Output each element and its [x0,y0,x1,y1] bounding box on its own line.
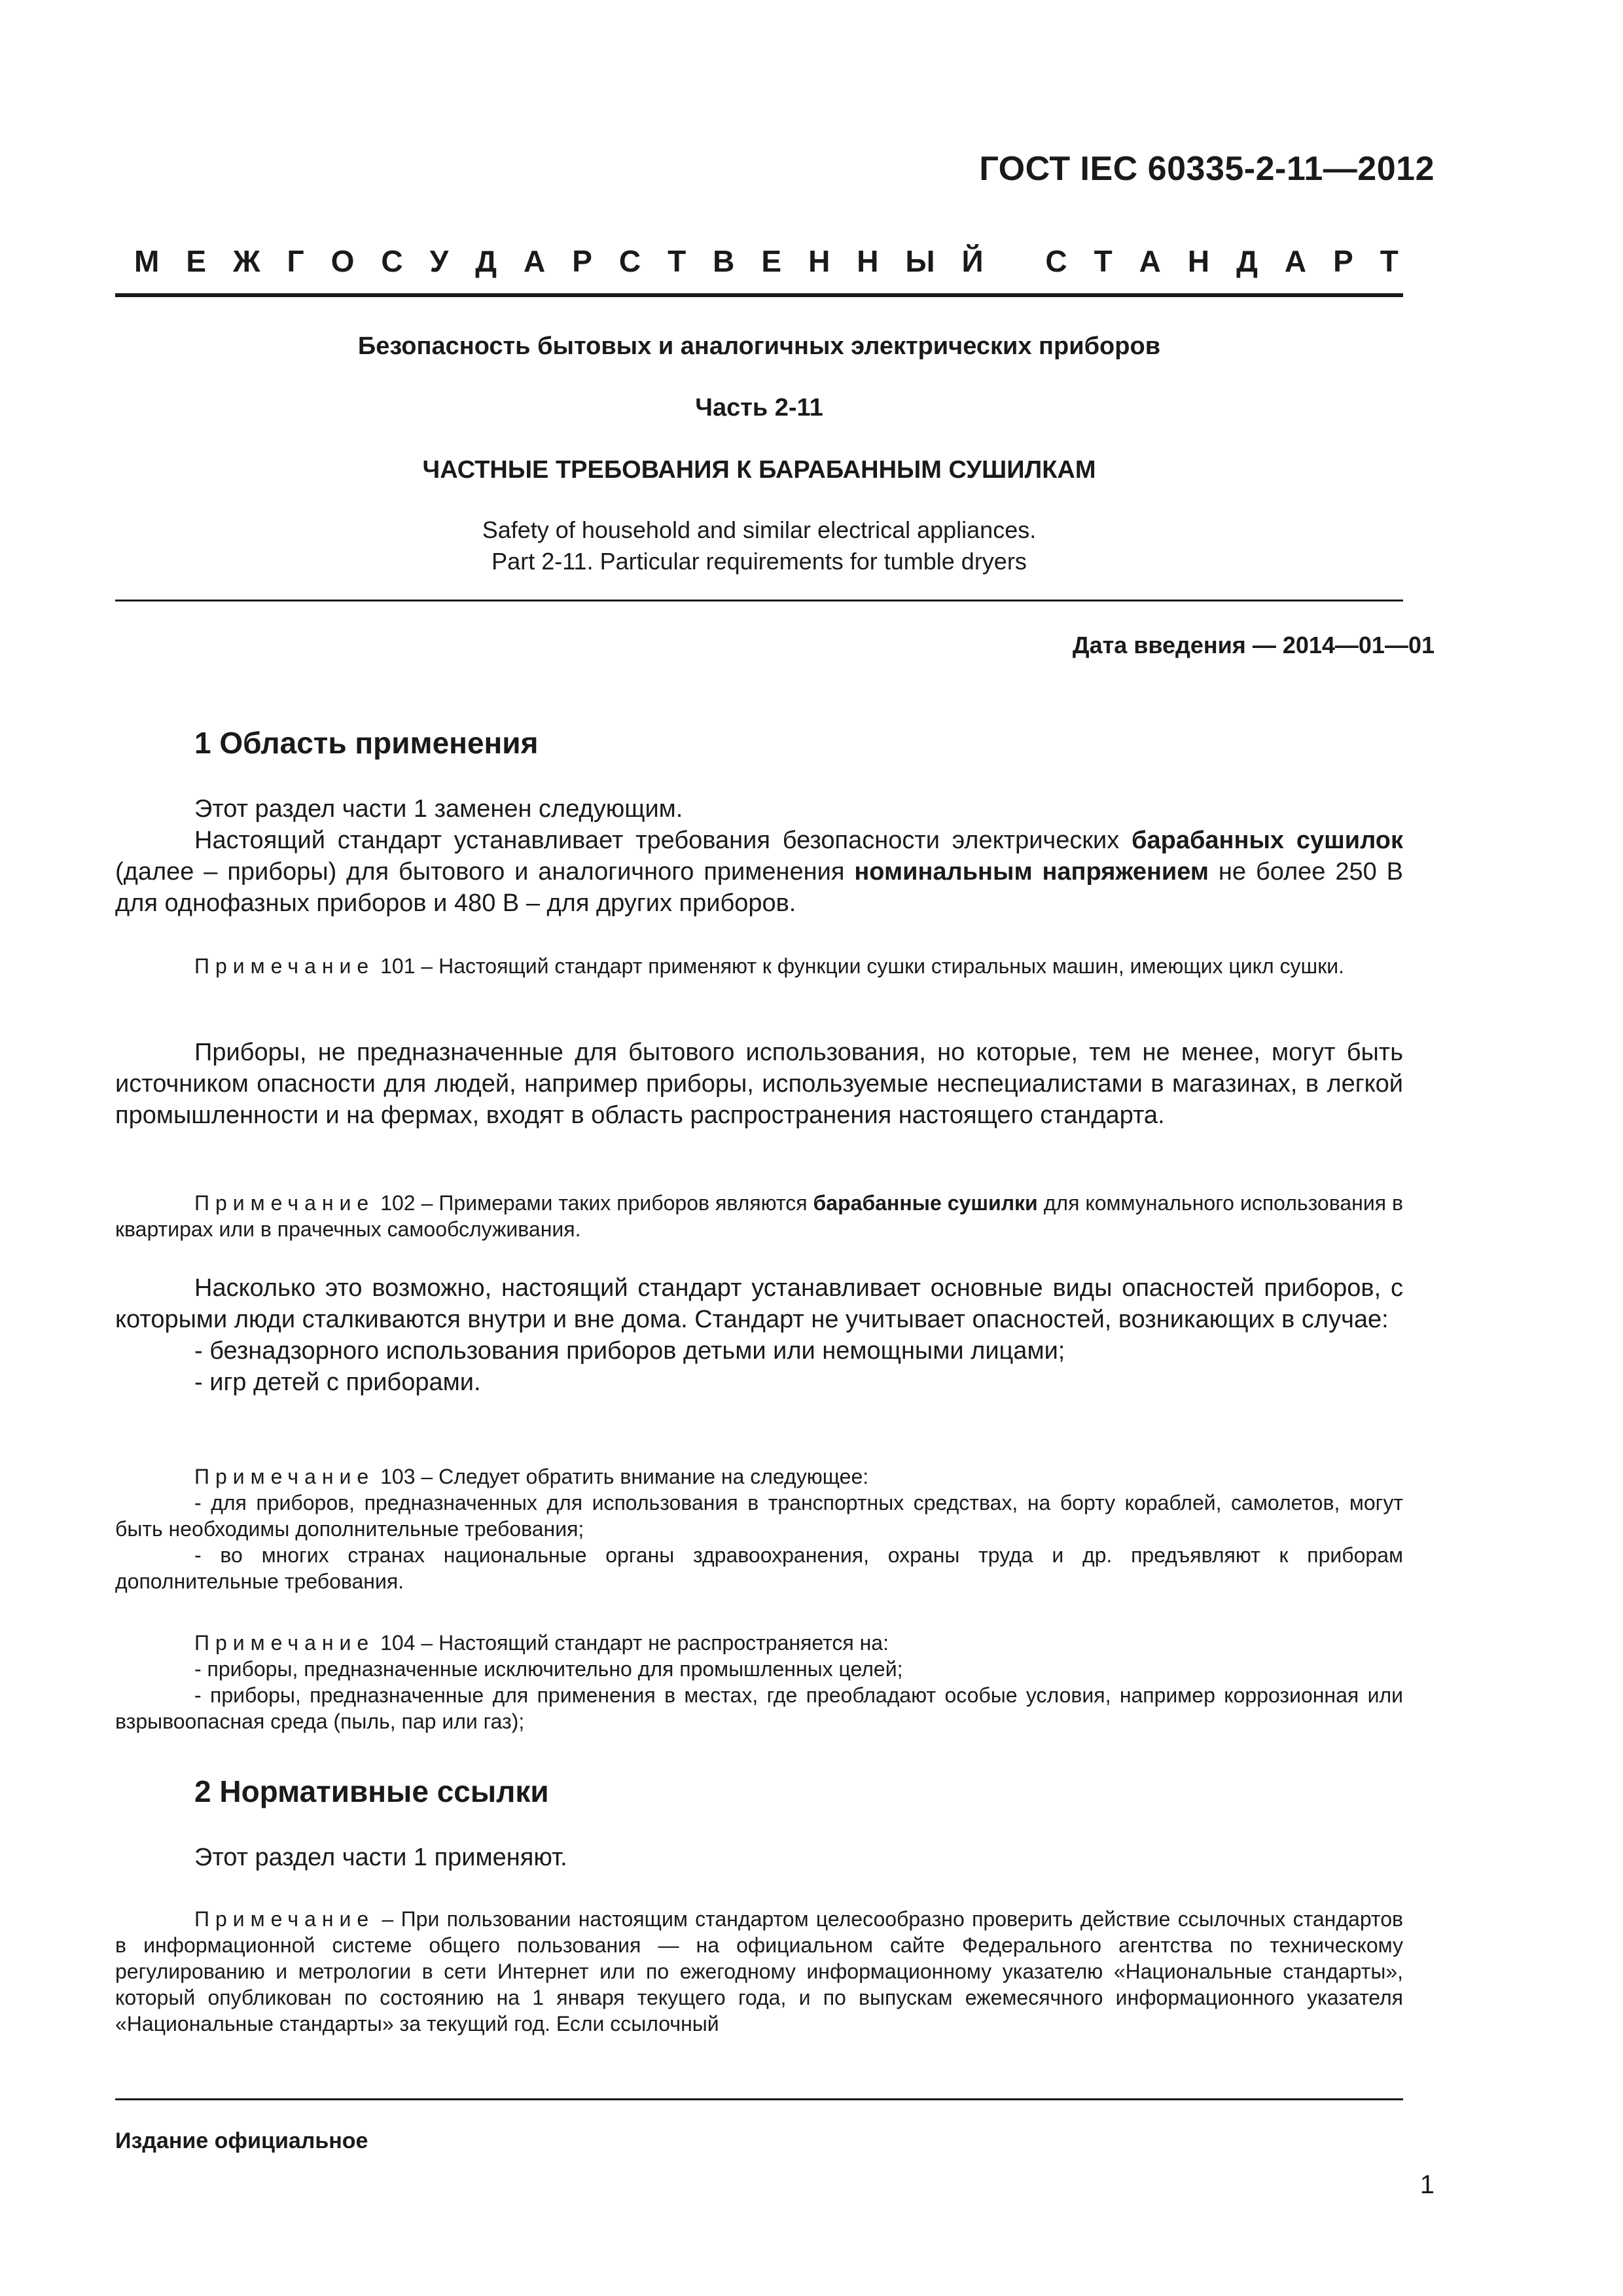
interstate-word-gap [1010,243,1019,279]
note-102 [115,1190,1403,1242]
title-main: Безопасность бытовых и аналогичных электрических приборов [357,332,1161,360]
interstate-word-1-letter: В [713,244,735,278]
p2-term-rated-voltage: номинальным напряжением [854,858,1209,886]
p2-text-a: Настоящий стандарт устанавливает требования безопасности электрических [194,827,1132,854]
introduction-date-value: 2014—01—01 [1282,632,1435,658]
interstate-word-1-letter: Р [572,244,592,278]
header-rule [115,293,1403,297]
interstate-word-2-letter: С [1045,244,1067,278]
title-english [115,514,1403,577]
title-english-line-2: Part 2-11. Particular requirements for tumble dryers [491,548,1027,575]
section-1-paragraph-2 [115,825,1403,919]
note-103-item-2: - во многих странах национальные органы здравоохранения, охраны труда и др. предъявляют к приборам дополнительные требования. [115,1543,1403,1593]
note-101-text: 101 – Настоящий стандарт применяют к функции сушки стиральных машин, имеющих цикл сушки. [374,954,1344,978]
section-1-body [115,793,1403,919]
note-104 [115,1630,1403,1734]
introduction-date-label: Дата введения [1072,632,1246,658]
interstate-word-2-letter: Т [1380,244,1399,278]
section-2-paragraph-1: Этот раздел части 1 применяют. [194,1844,567,1871]
section-2-note [115,1906,1403,2037]
section-1-paragraph-3: Приборы, не предназначенные для бытового использования, но которые, тем не менее, могут быть источником опасности для людей, например приборы, используемые неспециалистами в магазинах, в легкой промышленности и на фермах, входят в область распространения настоящего стандарта. [115,1039,1403,1129]
interstate-word-2-letter: А [1284,244,1307,278]
title-rule [115,600,1403,601]
hazard-list-item-2: - игр детей с приборами. [194,1369,481,1396]
note-103-item-1: - для приборов, предназначенных для использования в транспортных средствах, на борту кораблей, самолетов, могут быть необходимы дополнительные требования; [115,1491,1403,1541]
interstate-word-1-letter: Й [961,244,984,278]
interstate-word-1-letter: М [134,244,160,278]
document-designation: ГОСТ IEC 60335-2-11—2012 [979,150,1435,188]
interstate-word-2-letter: Т [1094,244,1113,278]
interstate-word-1-letter: Ж [232,244,260,278]
interstate-word-1-letter: Н [808,244,830,278]
footer-rule [115,2098,1403,2100]
note-104-label: Примечание [194,1631,375,1655]
title-subtitle: ЧАСТНЫЕ ТРЕБОВАНИЯ К БАРАБАННЫМ СУШИЛКАМ [422,456,1096,484]
interstate-word-1-letter: С [618,244,641,278]
note-104-item-1: - приборы, предназначенные исключительно для промышленных целей; [194,1657,903,1681]
interstate-word-1-letter: Т [668,244,687,278]
note-103-label: Примечание [194,1465,375,1488]
section-1-paragraph-4-block [115,1272,1403,1398]
section-1-paragraph-4: Насколько это возможно, настоящий стандарт устанавливает основные виды опасностей приборов, с которыми люди сталкиваются внутри и вне дома. Стандарт не учитывает опасностей, возникающих в случае: [115,1274,1403,1333]
note-102-text-c: для коммунального использования в квартирах или в прачечных самообслуживания. [115,1191,1404,1241]
section-2-note-label: Примечание [194,1907,375,1931]
introduction-date [1073,632,1435,659]
interstate-word-1-letter: Н [857,244,879,278]
section-1-paragraph-1: Этот раздел части 1 заменен следующим. [194,795,683,823]
p2-text-e: не более 250 В для однофазных приборов и 480 В – для других приборов. [115,858,1403,917]
note-103-text: 103 – Следует обратить внимание на следующее: [374,1465,869,1488]
interstate-word-2-letter: А [1139,244,1161,278]
section-1-heading: 1 Область применения [194,726,539,760]
note-101 [115,953,1403,979]
hazard-list-item-1: - безнадзорного использования приборов детьми или немощными лицами; [194,1337,1065,1365]
interstate-word-1-letter: О [330,244,355,278]
official-edition-label: Издание официальное [115,2128,368,2153]
note-102-label: Примечание [194,1191,375,1215]
section-2-note-text: – При пользовании настоящим стандартом целесообразно проверить действие ссылочных стандартов в информационной системе общего пользования — на официальном сайте Федерального агентства по техническому регулированию и метрологии в сети Интернет или по ежегодному информационному указателю «Национальные стандарты», который опубликован по состоянию на 1 января текущего года, и по выпускам ежемесячного информационного указателя «Национальные стандарты» за текущий год. Если ссылочный [115,1907,1403,2036]
interstate-word-1-letter: Ы [905,244,935,278]
interstate-word-2-letter: Д [1236,244,1258,278]
note-101-label: Примечание [194,954,375,978]
interstate-word-2-letter: Р [1333,244,1353,278]
p2-term-tumble-dryers: барабанных сушилок [1132,827,1403,854]
introduction-date-dash: — [1245,632,1283,658]
note-102-term: барабанные сушилки [813,1191,1038,1215]
note-104-text: 104 – Настоящий стандарт не распространяется на: [374,1631,889,1655]
section-2-heading: 2 Нормативные ссылки [194,1774,549,1808]
page-number: 1 [1419,2170,1435,2199]
note-102-text-a: 102 – Примерами таких приборов являются [374,1191,813,1215]
interstate-word-1-letter: Е [186,244,206,278]
note-104-item-2: - приборы, предназначенные для применения в местах, где преобладают особые условия, например коррозионная или взрывоопасная среда (пыль, пар или газ); [115,1683,1403,1733]
interstate-word-1-letter: Д [475,244,497,278]
interstate-word-1-letter: У [429,244,449,278]
interstate-word-1-letter: А [523,244,546,278]
p2-text-c: (далее – приборы) для бытового и аналогичного применения [115,858,855,886]
note-103 [115,1463,1403,1594]
interstate-word-1-letter: Г [287,244,304,278]
title-english-line-1: Safety of household and similar electrical appliances. [482,516,1037,543]
title-part: Часть 2-11 [695,394,823,422]
interstate-word-1-letter: Е [761,244,782,278]
interstate-standard-heading [134,243,1399,279]
interstate-word-1-letter: С [381,244,403,278]
interstate-word-2-letter: Н [1187,244,1210,278]
